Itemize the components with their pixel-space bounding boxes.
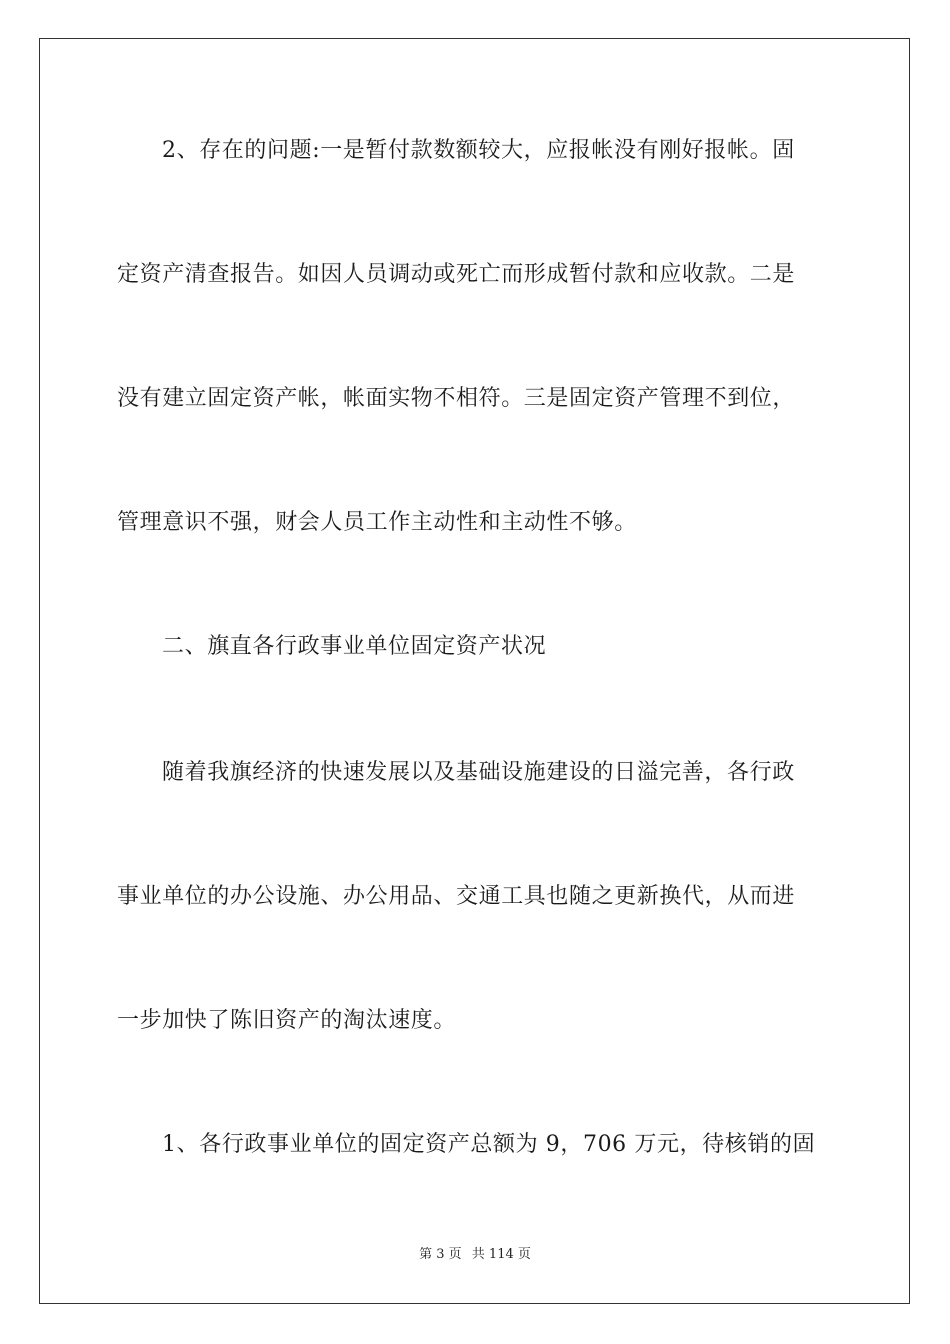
paragraph-line: 2、存在的问题:一是暂付款数额较大，应报帐没有刚好报帐。固 bbox=[162, 138, 795, 163]
page-footer bbox=[0, 1246, 950, 1264]
paragraph-line: 事业单位的办公设施、办公用品、交通工具也随之更新换代，从而进 bbox=[117, 884, 796, 909]
paragraph-line: 随着我旗经济的快速发展以及基础设施建设的日溢完善，各行政 bbox=[162, 760, 795, 785]
paragraph-line: 没有建立固定资产帐，帐面实物不相符。三是固定资产管理不到位， bbox=[117, 386, 796, 411]
section-heading: 二、旗直各行政事业单位固定资产状况 bbox=[162, 634, 547, 659]
paragraph-line: 管理意识不强，财会人员工作主动性和主动性不够。 bbox=[117, 510, 637, 535]
page-number: 第 3 页 bbox=[419, 1247, 462, 1262]
page-total: 共 114 页 bbox=[471, 1247, 531, 1262]
paragraph-line: 定资产清查报告。如因人员调动或死亡而形成暂付款和应收款。二是 bbox=[117, 262, 796, 287]
paragraph-line: 1、各行政事业单位的固定资产总额为 9，706 万元，待核销的固 bbox=[162, 1132, 816, 1157]
page-border bbox=[39, 38, 910, 1304]
paragraph-line: 一步加快了陈旧资产的淘汰速度。 bbox=[117, 1008, 457, 1033]
